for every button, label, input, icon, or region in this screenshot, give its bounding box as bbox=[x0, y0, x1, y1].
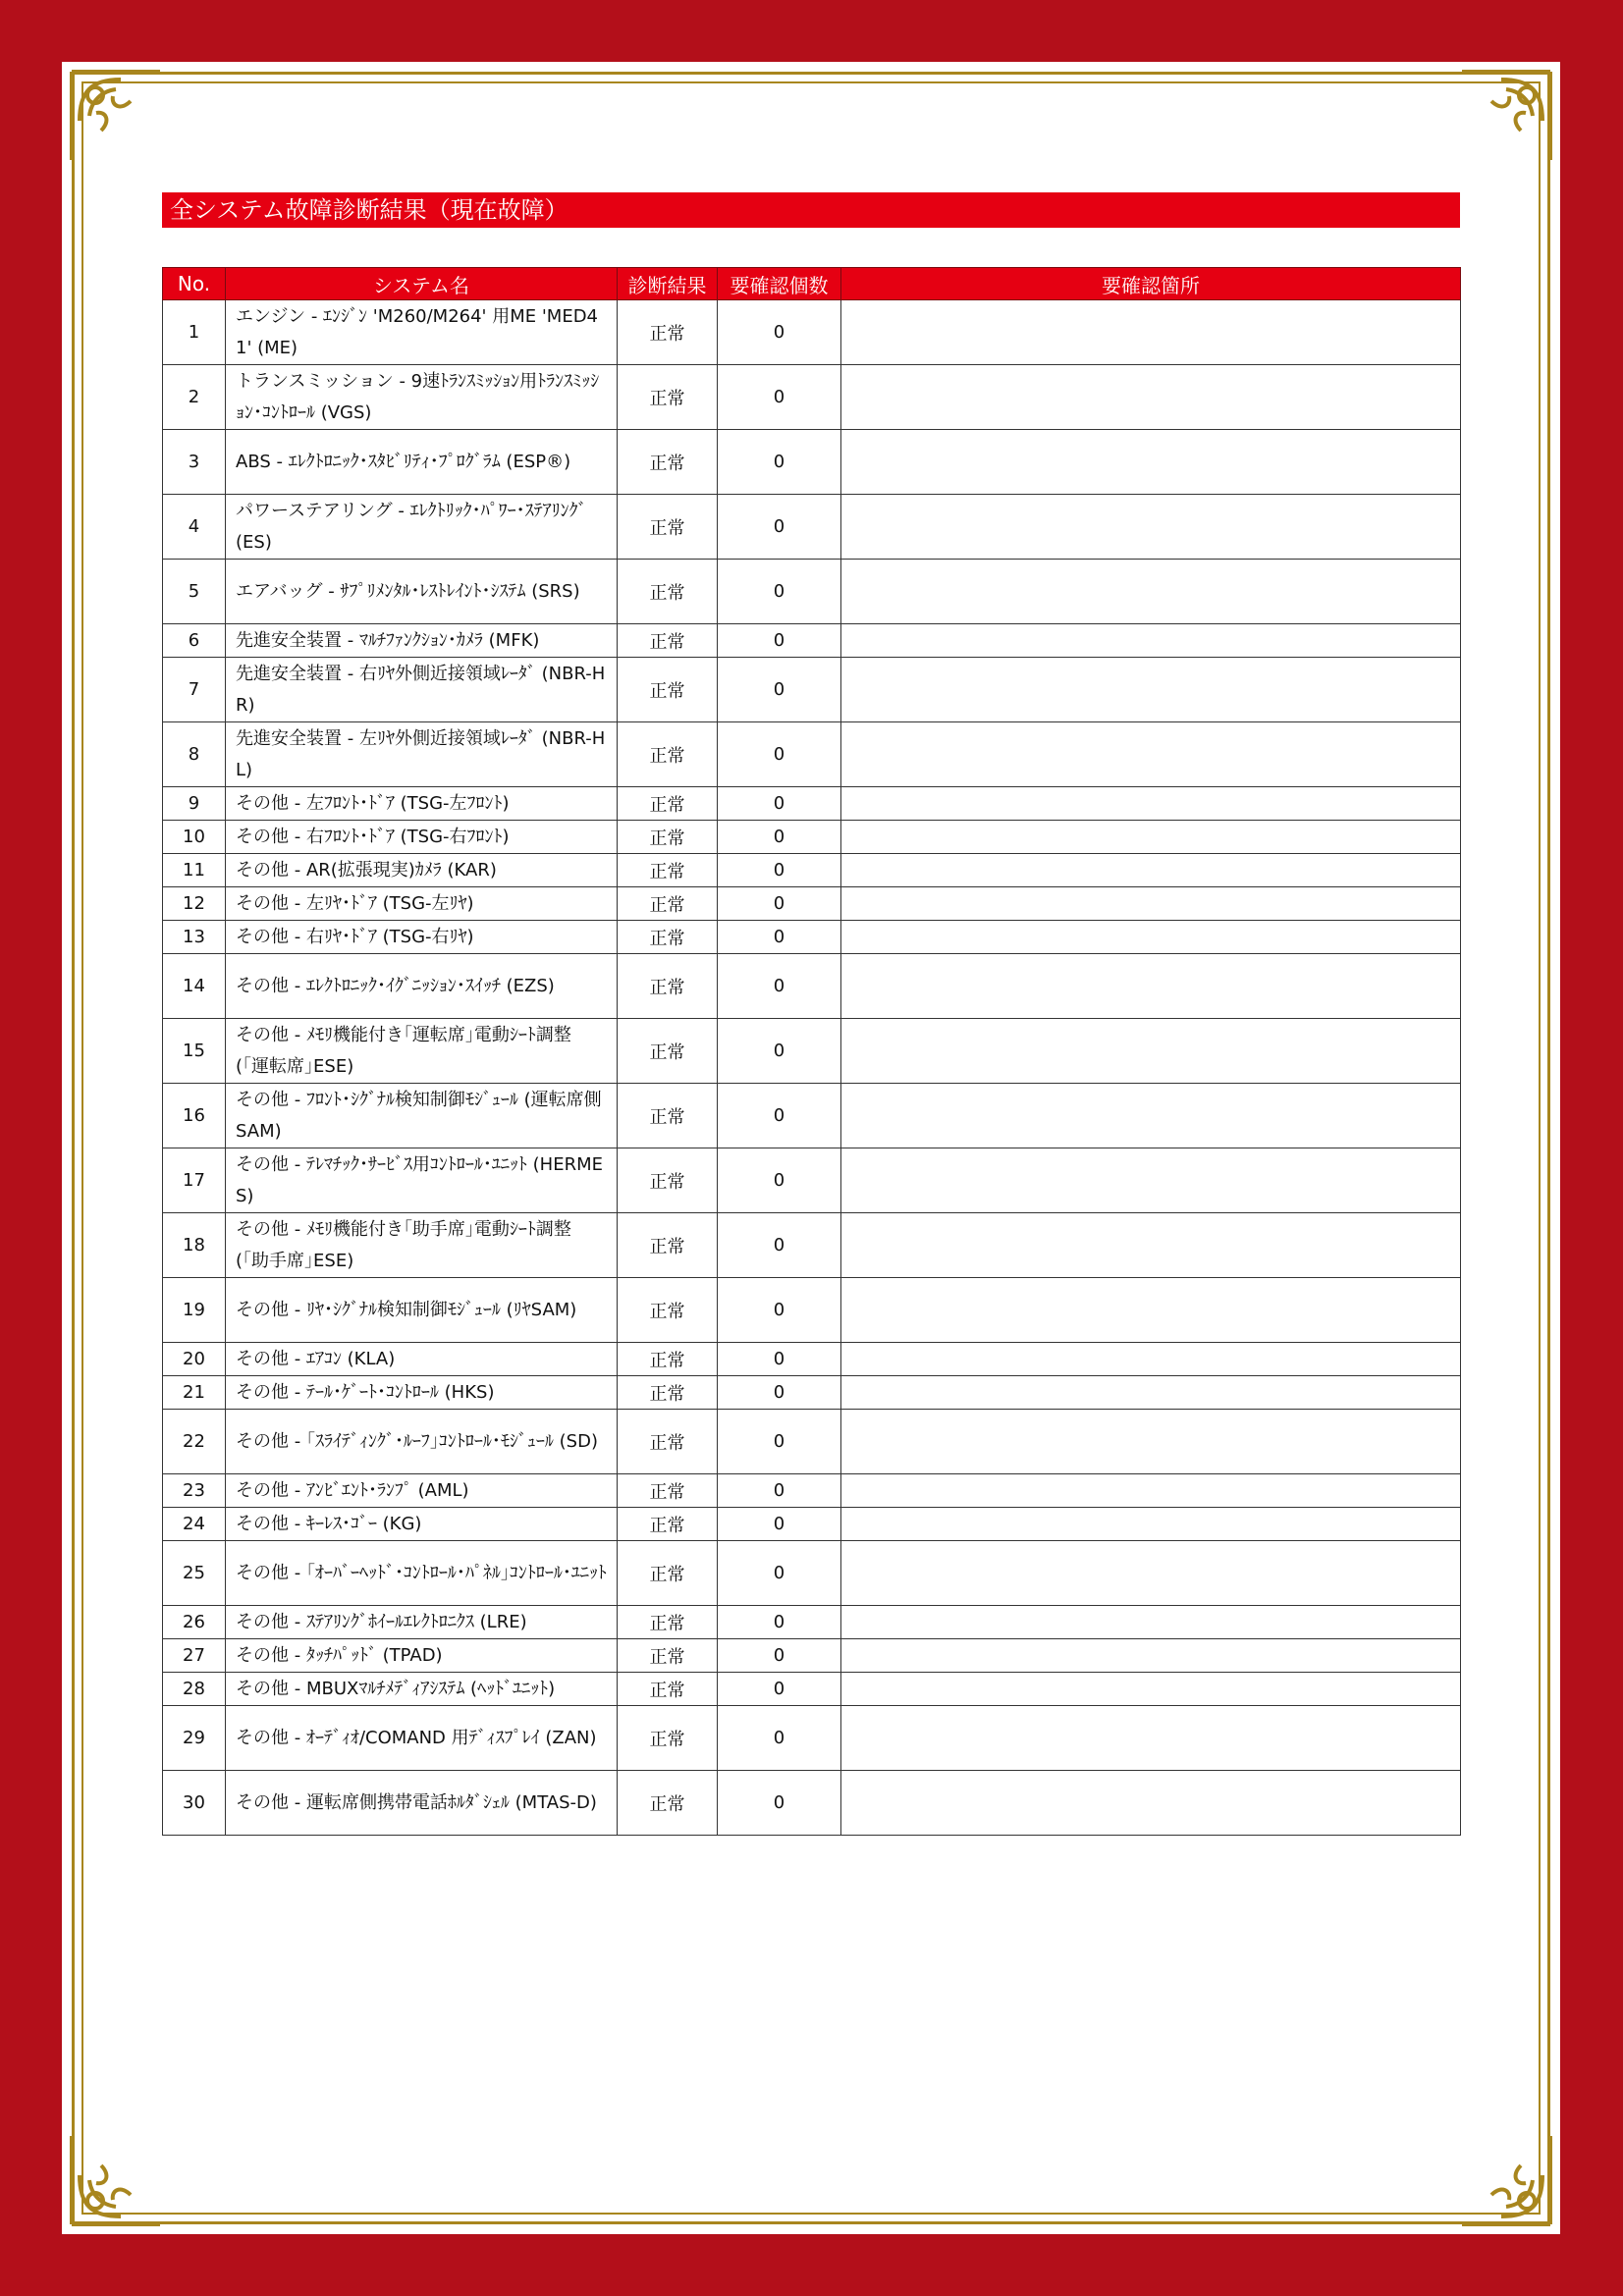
row-location bbox=[841, 1541, 1461, 1606]
row-result: 正常 bbox=[618, 365, 718, 430]
row-system-name: エンジン - ｴﾝｼﾞﾝ 'M260/M264' 用ME 'MED41' (ME) bbox=[226, 300, 618, 365]
row-result: 正常 bbox=[618, 921, 718, 954]
row-count: 0 bbox=[718, 1278, 841, 1343]
row-no: 23 bbox=[163, 1474, 226, 1508]
table-row bbox=[163, 495, 1461, 560]
table-row bbox=[163, 887, 1461, 921]
row-count: 0 bbox=[718, 787, 841, 821]
row-location bbox=[841, 887, 1461, 921]
row-no: 10 bbox=[163, 821, 226, 854]
row-location bbox=[841, 1148, 1461, 1213]
row-count: 0 bbox=[718, 1410, 841, 1474]
row-no: 16 bbox=[163, 1084, 226, 1148]
row-result: 正常 bbox=[618, 1474, 718, 1508]
row-result: 正常 bbox=[618, 1673, 718, 1706]
report-title: 全システム故障診断結果（現在故障） bbox=[162, 192, 1460, 228]
row-system-name: その他 - 右ﾘﾔ･ﾄﾞｱ (TSG-右ﾘﾔ) bbox=[226, 921, 618, 954]
row-system-name: その他 - ｴｱｺﾝ (KLA) bbox=[226, 1343, 618, 1376]
row-count: 0 bbox=[718, 365, 841, 430]
row-location bbox=[841, 1278, 1461, 1343]
row-location bbox=[841, 1771, 1461, 1836]
row-location bbox=[841, 430, 1461, 495]
row-location bbox=[841, 921, 1461, 954]
row-result: 正常 bbox=[618, 1771, 718, 1836]
row-system-name: 先進安全装置 - ﾏﾙﾁﾌｧﾝｸｼｮﾝ･ｶﾒﾗ (MFK) bbox=[226, 624, 618, 658]
row-result: 正常 bbox=[618, 1278, 718, 1343]
corner-ornament-icon bbox=[62, 2126, 170, 2234]
row-location bbox=[841, 722, 1461, 787]
row-count: 0 bbox=[718, 1376, 841, 1410]
row-result: 正常 bbox=[618, 854, 718, 887]
row-no: 13 bbox=[163, 921, 226, 954]
table-row bbox=[163, 1606, 1461, 1639]
row-result: 正常 bbox=[618, 1410, 718, 1474]
row-no: 15 bbox=[163, 1019, 226, 1084]
table-row bbox=[163, 1019, 1461, 1084]
row-system-name: その他 - 運転席側携帯電話ﾎﾙﾀﾞｼｪﾙ (MTAS-D) bbox=[226, 1771, 618, 1836]
table-row bbox=[163, 430, 1461, 495]
row-system-name: その他 - ｢ｵｰﾊﾞｰﾍｯﾄﾞ･ｺﾝﾄﾛｰﾙ･ﾊﾟﾈﾙ｣ｺﾝﾄﾛｰﾙ･ﾕﾆｯﾄ bbox=[226, 1541, 618, 1606]
table-row bbox=[163, 1084, 1461, 1148]
row-count: 0 bbox=[718, 887, 841, 921]
row-location bbox=[841, 365, 1461, 430]
row-system-name: 先進安全装置 - 左ﾘﾔ外側近接領域ﾚｰﾀﾞ (NBR-HL) bbox=[226, 722, 618, 787]
header-no: No. bbox=[163, 268, 226, 300]
row-system-name: その他 - MBUXﾏﾙﾁﾒﾃﾞｨｱｼｽﾃﾑ (ﾍｯﾄﾞﾕﾆｯﾄ) bbox=[226, 1673, 618, 1706]
row-count: 0 bbox=[718, 430, 841, 495]
row-system-name: その他 - ﾘﾔ･ｼｸﾞﾅﾙ検知制御ﾓｼﾞｭｰﾙ (ﾘﾔSAM) bbox=[226, 1278, 618, 1343]
row-location bbox=[841, 1639, 1461, 1673]
row-system-name: その他 - 左ﾌﾛﾝﾄ･ﾄﾞｱ (TSG-左ﾌﾛﾝﾄ) bbox=[226, 787, 618, 821]
row-no: 25 bbox=[163, 1541, 226, 1606]
row-result: 正常 bbox=[618, 1541, 718, 1606]
row-no: 11 bbox=[163, 854, 226, 887]
table-row bbox=[163, 787, 1461, 821]
row-location bbox=[841, 1376, 1461, 1410]
row-count: 0 bbox=[718, 1771, 841, 1836]
row-system-name: その他 - 左ﾘﾔ･ﾄﾞｱ (TSG-左ﾘﾔ) bbox=[226, 887, 618, 921]
row-system-name: その他 - 右ﾌﾛﾝﾄ･ﾄﾞｱ (TSG-右ﾌﾛﾝﾄ) bbox=[226, 821, 618, 854]
row-count: 0 bbox=[718, 1606, 841, 1639]
table-row bbox=[163, 821, 1461, 854]
row-result: 正常 bbox=[618, 1508, 718, 1541]
row-system-name: その他 - ﾒﾓﾘ機能付き｢助手席｣電動ｼｰﾄ調整 (｢助手席｣ESE) bbox=[226, 1213, 618, 1278]
header-count: 要確認個数 bbox=[718, 268, 841, 300]
row-system-name: その他 - ﾃｰﾙ･ｹﾞｰﾄ･ｺﾝﾄﾛｰﾙ (HKS) bbox=[226, 1376, 618, 1410]
row-no: 29 bbox=[163, 1706, 226, 1771]
table-row bbox=[163, 954, 1461, 1019]
row-count: 0 bbox=[718, 1673, 841, 1706]
table-row bbox=[163, 1541, 1461, 1606]
row-result: 正常 bbox=[618, 1084, 718, 1148]
row-result: 正常 bbox=[618, 1639, 718, 1673]
row-location bbox=[841, 1706, 1461, 1771]
table-row bbox=[163, 300, 1461, 365]
row-location bbox=[841, 658, 1461, 722]
table-row bbox=[163, 854, 1461, 887]
table-row bbox=[163, 1706, 1461, 1771]
row-location bbox=[841, 300, 1461, 365]
row-system-name: その他 - ｱﾝﾋﾞｴﾝﾄ･ﾗﾝﾌﾟ (AML) bbox=[226, 1474, 618, 1508]
row-count: 0 bbox=[718, 722, 841, 787]
corner-ornament-icon bbox=[1452, 2126, 1560, 2234]
row-result: 正常 bbox=[618, 1376, 718, 1410]
table-row bbox=[163, 1278, 1461, 1343]
row-count: 0 bbox=[718, 495, 841, 560]
row-location bbox=[841, 1474, 1461, 1508]
row-location bbox=[841, 495, 1461, 560]
row-count: 0 bbox=[718, 1706, 841, 1771]
row-no: 24 bbox=[163, 1508, 226, 1541]
table-row bbox=[163, 560, 1461, 624]
row-location bbox=[841, 954, 1461, 1019]
table-row bbox=[163, 921, 1461, 954]
table-row bbox=[163, 1410, 1461, 1474]
corner-ornament-icon bbox=[62, 62, 170, 170]
row-system-name: その他 - ｽﾃｱﾘﾝｸﾞﾎｲｰﾙｴﾚｸﾄﾛﾆｸｽ (LRE) bbox=[226, 1606, 618, 1639]
row-count: 0 bbox=[718, 821, 841, 854]
table-row bbox=[163, 1474, 1461, 1508]
row-count: 0 bbox=[718, 1541, 841, 1606]
row-system-name: エアバッグ - ｻﾌﾟﾘﾒﾝﾀﾙ･ﾚｽﾄﾚｲﾝﾄ･ｼｽﾃﾑ (SRS) bbox=[226, 560, 618, 624]
row-result: 正常 bbox=[618, 1019, 718, 1084]
header-system-name: システム名 bbox=[226, 268, 618, 300]
row-result: 正常 bbox=[618, 1606, 718, 1639]
diagnosis-table bbox=[162, 267, 1461, 1836]
row-no: 14 bbox=[163, 954, 226, 1019]
table-row bbox=[163, 1376, 1461, 1410]
row-no: 8 bbox=[163, 722, 226, 787]
row-no: 22 bbox=[163, 1410, 226, 1474]
row-no: 20 bbox=[163, 1343, 226, 1376]
table-row bbox=[163, 1148, 1461, 1213]
row-no: 6 bbox=[163, 624, 226, 658]
row-count: 0 bbox=[718, 1343, 841, 1376]
row-count: 0 bbox=[718, 300, 841, 365]
row-location bbox=[841, 1084, 1461, 1148]
table-row bbox=[163, 365, 1461, 430]
table-row bbox=[163, 1771, 1461, 1836]
row-no: 9 bbox=[163, 787, 226, 821]
row-result: 正常 bbox=[618, 821, 718, 854]
row-count: 0 bbox=[718, 1474, 841, 1508]
table-row bbox=[163, 658, 1461, 722]
row-no: 3 bbox=[163, 430, 226, 495]
header-location: 要確認箇所 bbox=[841, 268, 1461, 300]
row-system-name: パワーステアリング - ｴﾚｸﾄﾘｯｸ･ﾊﾟﾜｰ･ｽﾃｱﾘﾝｸﾞ (ES) bbox=[226, 495, 618, 560]
row-location bbox=[841, 560, 1461, 624]
row-location bbox=[841, 1213, 1461, 1278]
row-count: 0 bbox=[718, 1639, 841, 1673]
row-system-name: その他 - ﾌﾛﾝﾄ･ｼｸﾞﾅﾙ検知制御ﾓｼﾞｭｰﾙ (運転席側SAM) bbox=[226, 1084, 618, 1148]
row-result: 正常 bbox=[618, 1706, 718, 1771]
table-row bbox=[163, 624, 1461, 658]
table-row bbox=[163, 1508, 1461, 1541]
table-row bbox=[163, 722, 1461, 787]
row-system-name: その他 - ﾀｯﾁﾊﾟｯﾄﾞ (TPAD) bbox=[226, 1639, 618, 1673]
row-result: 正常 bbox=[618, 787, 718, 821]
row-system-name: トランスミッション - 9速ﾄﾗﾝｽﾐｯｼｮﾝ用ﾄﾗﾝｽﾐｯｼｮﾝ･ｺﾝﾄﾛｰﾙ (VGS) bbox=[226, 365, 618, 430]
row-system-name: ABS - ｴﾚｸﾄﾛﾆｯｸ･ｽﾀﾋﾞﾘﾃｨ･ﾌﾟﾛｸﾞﾗﾑ (ESP®) bbox=[226, 430, 618, 495]
row-count: 0 bbox=[718, 560, 841, 624]
row-no: 1 bbox=[163, 300, 226, 365]
row-count: 0 bbox=[718, 1019, 841, 1084]
row-count: 0 bbox=[718, 854, 841, 887]
row-count: 0 bbox=[718, 658, 841, 722]
row-no: 19 bbox=[163, 1278, 226, 1343]
row-location bbox=[841, 854, 1461, 887]
row-no: 5 bbox=[163, 560, 226, 624]
table-row bbox=[163, 1343, 1461, 1376]
row-no: 26 bbox=[163, 1606, 226, 1639]
row-count: 0 bbox=[718, 624, 841, 658]
row-location bbox=[841, 821, 1461, 854]
row-no: 17 bbox=[163, 1148, 226, 1213]
corner-ornament-icon bbox=[1452, 62, 1560, 170]
row-location bbox=[841, 1410, 1461, 1474]
row-location bbox=[841, 624, 1461, 658]
row-system-name: 先進安全装置 - 右ﾘﾔ外側近接領域ﾚｰﾀﾞ (NBR-HR) bbox=[226, 658, 618, 722]
row-system-name: その他 - ﾒﾓﾘ機能付き｢運転席｣電動ｼｰﾄ調整 (｢運転席｣ESE) bbox=[226, 1019, 618, 1084]
row-count: 0 bbox=[718, 954, 841, 1019]
row-result: 正常 bbox=[618, 430, 718, 495]
row-no: 27 bbox=[163, 1639, 226, 1673]
row-location bbox=[841, 787, 1461, 821]
row-no: 12 bbox=[163, 887, 226, 921]
row-no: 2 bbox=[163, 365, 226, 430]
row-no: 7 bbox=[163, 658, 226, 722]
row-count: 0 bbox=[718, 1213, 841, 1278]
row-result: 正常 bbox=[618, 1148, 718, 1213]
row-no: 4 bbox=[163, 495, 226, 560]
row-count: 0 bbox=[718, 1084, 841, 1148]
row-count: 0 bbox=[718, 1148, 841, 1213]
row-system-name: その他 - ﾃﾚﾏﾁｯｸ･ｻｰﾋﾞｽ用ｺﾝﾄﾛｰﾙ･ﾕﾆｯﾄ (HERMES) bbox=[226, 1148, 618, 1213]
row-system-name: その他 - ｢ｽﾗｲﾃﾞｨﾝｸﾞ･ﾙｰﾌ｣ｺﾝﾄﾛｰﾙ･ﾓｼﾞｭｰﾙ (SD) bbox=[226, 1410, 618, 1474]
table-header-row bbox=[163, 268, 1461, 300]
row-location bbox=[841, 1019, 1461, 1084]
row-result: 正常 bbox=[618, 887, 718, 921]
table-row bbox=[163, 1213, 1461, 1278]
table-row bbox=[163, 1673, 1461, 1706]
row-location bbox=[841, 1673, 1461, 1706]
row-count: 0 bbox=[718, 921, 841, 954]
row-result: 正常 bbox=[618, 495, 718, 560]
row-result: 正常 bbox=[618, 1213, 718, 1278]
row-system-name: その他 - ｵｰﾃﾞｨｵ/COMAND 用ﾃﾞｨｽﾌﾟﾚｲ (ZAN) bbox=[226, 1706, 618, 1771]
row-count: 0 bbox=[718, 1508, 841, 1541]
row-result: 正常 bbox=[618, 722, 718, 787]
row-system-name: その他 - AR(拡張現実)ｶﾒﾗ (KAR) bbox=[226, 854, 618, 887]
header-result: 診断結果 bbox=[618, 268, 718, 300]
table-row bbox=[163, 1639, 1461, 1673]
row-result: 正常 bbox=[618, 560, 718, 624]
row-system-name: その他 - ｷｰﾚｽ･ｺﾞｰ (KG) bbox=[226, 1508, 618, 1541]
row-result: 正常 bbox=[618, 658, 718, 722]
row-result: 正常 bbox=[618, 624, 718, 658]
row-location bbox=[841, 1508, 1461, 1541]
row-result: 正常 bbox=[618, 300, 718, 365]
row-no: 18 bbox=[163, 1213, 226, 1278]
row-location bbox=[841, 1343, 1461, 1376]
row-result: 正常 bbox=[618, 1343, 718, 1376]
row-no: 28 bbox=[163, 1673, 226, 1706]
row-no: 30 bbox=[163, 1771, 226, 1836]
row-location bbox=[841, 1606, 1461, 1639]
row-result: 正常 bbox=[618, 954, 718, 1019]
row-system-name: その他 - ｴﾚｸﾄﾛﾆｯｸ･ｲｸﾞﾆｯｼｮﾝ･ｽｲｯﾁ (EZS) bbox=[226, 954, 618, 1019]
row-no: 21 bbox=[163, 1376, 226, 1410]
